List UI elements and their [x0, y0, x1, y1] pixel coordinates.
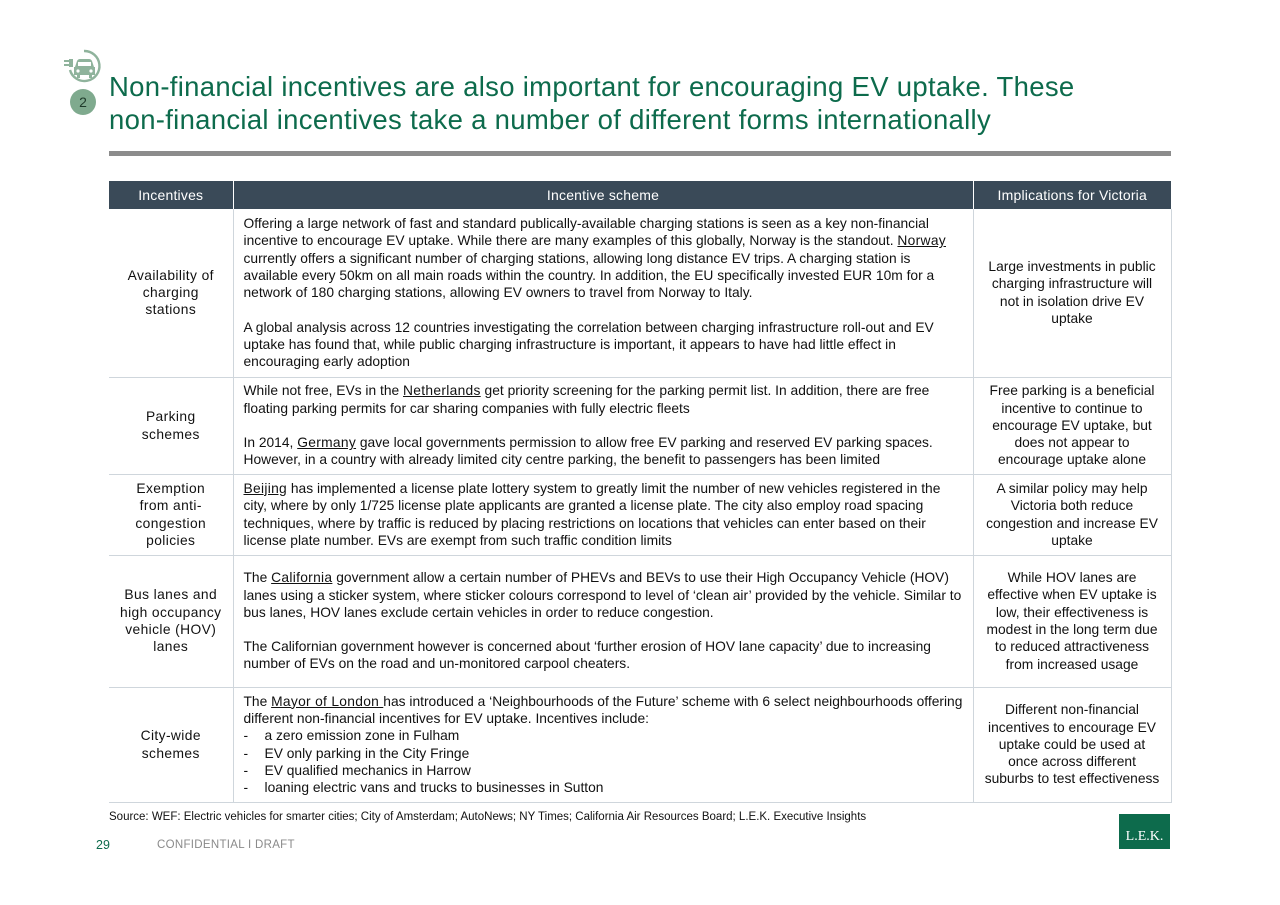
- implication-cell: Different non-financial incentives to encourage EV uptake could be used at once across different suburbs to test effectiveness: [973, 687, 1171, 802]
- list-item: [244, 745, 965, 762]
- scheme-paragraph: [244, 693, 965, 728]
- table-header-row: [109, 181, 1171, 209]
- scheme-text: currently offers a significant number of charging stations, allowing long distance EV trips. A charging station is available every 50km on all main roads within the country. In addition, the EU specifically invested EUR 10m for a network of 180 charging stations, allowing EV owners to travel from Norway to Italy.: [243, 250, 935, 301]
- bullet-text: EV qualified mechanics in Harrow: [264, 762, 471, 778]
- scheme-text: The: [243, 693, 272, 709]
- table-row-congestion: [109, 474, 1171, 555]
- scheme-cell: [233, 555, 973, 687]
- bullet-dash: -: [243, 780, 249, 796]
- table-row-hov-lanes: [109, 555, 1171, 687]
- incentive-cell: Exemption from anti-congestion policies: [109, 474, 233, 555]
- implication-cell: A similar policy may help Victoria both reduce congestion and increase EV uptake: [973, 474, 1171, 555]
- bullet-dash: -: [243, 762, 249, 778]
- bullet-text: EV only parking in the City Fringe: [264, 745, 470, 761]
- page-number: 29: [96, 838, 110, 852]
- city-link-mayor-of-london: Mayor of London: [271, 693, 384, 709]
- title-line-1: Non-financial incentives are also important for encouraging EV uptake. These: [109, 71, 1075, 102]
- title-divider: [109, 151, 1171, 156]
- bullet-dash: -: [243, 745, 249, 761]
- table-row-city-wide: [109, 687, 1171, 802]
- incentives-table: [109, 181, 1172, 803]
- title-line-2: non-financial incentives take a number of different forms internationally: [109, 104, 991, 135]
- table-row-charging-stations: [109, 209, 1171, 377]
- incentive-cell: City-wide schemes: [109, 687, 233, 802]
- country-link-germany: Germany: [297, 435, 357, 450]
- scheme-text: While not free, EVs in the: [243, 383, 404, 399]
- country-link-netherlands: Netherlands: [403, 383, 481, 399]
- table-row-parking: [109, 377, 1171, 474]
- source-note: Source: WEF: Electric vehicles for smarter cities; City of Amsterdam; AutoNews; NY Times; California Air Resources Board; L.E.K. Executive Insights: [109, 811, 867, 823]
- country-link-norway: Norway: [897, 233, 946, 249]
- state-link-california: California: [271, 570, 333, 586]
- incentive-cell: Parking schemes: [109, 377, 233, 474]
- scheme-paragraph: [244, 382, 965, 417]
- scheme-text: The: [243, 570, 272, 586]
- scheme-paragraph: A global analysis across 12 countries investigating the correlation between charging infrastructure roll-out and EV uptake has found that, while public charging infrastructure is important, it appears to have had little effect in encouraging early adoption: [243, 319, 934, 370]
- implication-cell: Large investments in public charging infrastructure will not in isolation drive EV uptake: [973, 209, 1171, 377]
- list-item: [244, 779, 965, 796]
- confidential-label: CONFIDENTIAL I DRAFT: [157, 839, 295, 851]
- scheme-cell: [233, 209, 973, 377]
- scheme-text: Offering a large network of fast and standard publically-available charging stations is seen as a key non-financial incentive to encourage EV uptake. While there are many examples of this globally, Norway is the standout.: [243, 216, 929, 249]
- bullet-dash: -: [243, 728, 249, 744]
- scheme-text: In 2014,: [243, 435, 298, 450]
- scheme-paragraph: [244, 480, 965, 549]
- scheme-cell: [233, 474, 973, 555]
- scheme-text: has introduced a ‘Neighbourhoods of the Future’ scheme with 6 select neighbourhoods offering different non-financial incentives for EV uptake. Incentives include:: [243, 693, 963, 726]
- bullet-text: a zero emission zone in Fulham: [264, 728, 460, 744]
- column-header-implications: Implications for Victoria: [973, 181, 1171, 209]
- scheme-cell: [233, 687, 973, 802]
- incentive-cell: Bus lanes and high occupancy vehicle (HOV) lanes: [109, 555, 233, 687]
- incentive-cell: Availability of charging stations: [109, 209, 233, 377]
- column-header-incentives: Incentives: [109, 181, 233, 209]
- scheme-paragraph: The Californian government however is concerned about ‘further erosion of HOV lane capacity’ due to increasing number of EVs on the road and un-monitored carpool cheaters.: [243, 639, 931, 672]
- scheme-paragraph: [244, 434, 965, 469]
- scheme-text: has implemented a license plate lottery system to greatly limit the number of new vehicles registered in the city, where by only 1/725 license plate applicants are granted a license plate. The city also employ road spacing techniques, where by traffic is reduced by placing restrictions on locations that vehicles can enter based on their license plate number. EVs are exempt from such traffic condition limits: [243, 480, 941, 548]
- incentive-bullet-list: [244, 727, 965, 796]
- scheme-paragraph: [244, 569, 965, 621]
- list-item: [244, 762, 965, 779]
- scheme-paragraph: [244, 215, 965, 301]
- lek-logo: L.E.K.: [1119, 814, 1170, 849]
- implication-cell: While HOV lanes are effective when EV uptake is low, their effectiveness is modest in the long term due to reduced attractiveness from increased usage: [973, 555, 1171, 687]
- implication-cell: Free parking is a beneficial incentive to continue to encourage EV uptake, but does not appear to encourage uptake alone: [973, 377, 1171, 474]
- ev-car-plug-icon: [62, 48, 102, 84]
- scheme-text: gave local governments permission to allow free EV parking and reserved EV parking spaces. However, in a country with already limited city centre parking, the benefit to passengers has been limited: [243, 435, 933, 468]
- bullet-text: loaning electric vans and trucks to businesses in Sutton: [264, 780, 604, 796]
- scheme-cell: [233, 377, 973, 474]
- scheme-text: government allow a certain number of PHEVs and BEVs to use their High Occupancy Vehicle (HOV) lanes using a sticker system, where sticker colours correspond to level of ‘clean air’ provided by the vehicle. Similar to bus lanes, HOV lanes exclude certain vehicles in order to reduce congestion.: [243, 570, 962, 620]
- slide-title: [109, 70, 1169, 136]
- scheme-text: get priority screening for the parking permit list. In addition, there are free floating parking permits for car sharing companies with fully electric fleets: [243, 383, 930, 416]
- list-item: [244, 727, 965, 744]
- column-header-incentive-scheme: Incentive scheme: [233, 181, 973, 209]
- step-number-badge: 2: [70, 89, 96, 115]
- city-link-beijing: Beijing: [243, 480, 288, 496]
